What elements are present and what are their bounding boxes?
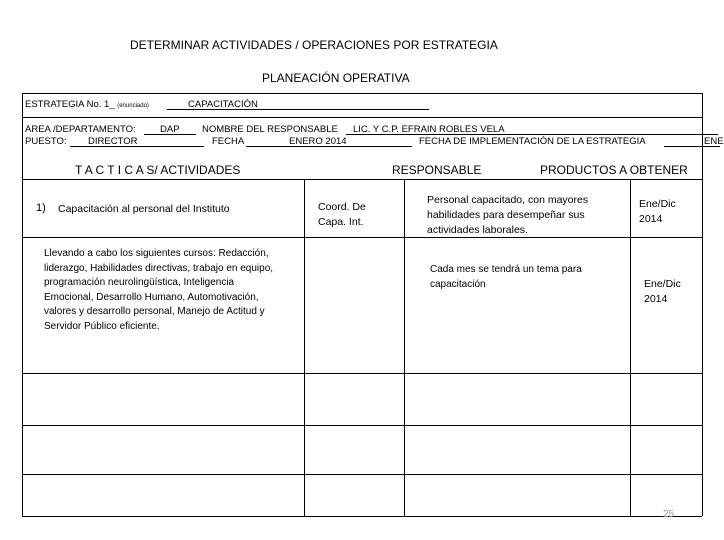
strategy-value: CAPACITACIÓN [188, 99, 258, 110]
table-bottom-border [22, 516, 702, 517]
strategy-label: ESTRATEGIA No. 1_ (enunciado) [25, 99, 149, 110]
row-divider-2 [22, 373, 702, 374]
strategy-sublabel: (enunciado) [117, 103, 149, 109]
row2-product: Cada mes se tendrá un tema para capacitación [430, 264, 582, 290]
implementation-label: FECHA DE IMPLEMENTACIÓN DE LA ESTRATEGIA [419, 136, 646, 147]
row1-activity: Capacitación al personal del Instituto [58, 203, 230, 215]
responsible-label: NOMBRE DEL RESPONSABLE [202, 124, 338, 135]
responsible-underline [346, 134, 718, 135]
responsible-value: LIC. Y C.P. EFRAIN ROBLES VELA [353, 124, 505, 135]
column-header-responsable: RESPONSABLE [392, 163, 482, 177]
box-top-border [22, 93, 702, 94]
document-title: DETERMINAR ACTIVIDADES / OPERACIONES POR ESTRATEGIA [130, 38, 498, 52]
row2-date: Ene/Dic 2014 [644, 278, 681, 305]
column-separator-2 [404, 179, 405, 516]
strategy-underline [167, 109, 429, 110]
row-divider-3 [22, 425, 702, 426]
area-label: AREA /DEPARTAMENTO: [25, 124, 136, 135]
box-left-border [22, 93, 23, 516]
puesto-value: DIRECTOR [88, 136, 138, 147]
puesto-label: PUESTO: [25, 136, 67, 147]
row1-product: Personal capacitado, con mayores habilidades para desempeñar sus actividades laborales. [427, 194, 589, 236]
table-header-divider [22, 179, 702, 180]
implementation-value: ENE [704, 136, 724, 147]
column-header-tacticas: T A C T I C A S/ ACTIVIDADES [75, 163, 241, 177]
page-number: 25 [663, 509, 675, 520]
column-header-productos: PRODUCTOS A OBTENER [540, 163, 688, 177]
area-underline [144, 134, 196, 135]
row-divider-4 [22, 474, 702, 475]
column-separator-1 [304, 179, 305, 516]
fecha-value: ENERO 2014 [289, 136, 347, 147]
row1-date: Ene/Dic 2014 [639, 198, 676, 225]
box-right-border [702, 93, 703, 516]
row1-responsible: Coord. De Capa. Int. [318, 201, 366, 228]
fecha-underline [246, 146, 412, 147]
fecha-label: FECHA [212, 136, 245, 147]
puesto-underline [70, 146, 204, 147]
implementation-underline [664, 146, 720, 147]
row2-activity: Llevando a cabo los siguientes cursos: Redacción, liderazgo, Habilidades directivas, trabajo en equipo, programación neurolingüística, Inteligencia Emocional, Desarrollo Humano, Automotivación, valores y desarrollo personal, Manejo de Actitud y Servidor Público eficiente. [44, 248, 274, 332]
column-separator-3 [630, 179, 631, 516]
strategy-divider [22, 117, 702, 118]
row1-number: 1) [36, 202, 46, 214]
document-subtitle: PLANEACIÓN OPERATIVA [262, 71, 410, 85]
area-value: DAP [160, 124, 180, 135]
